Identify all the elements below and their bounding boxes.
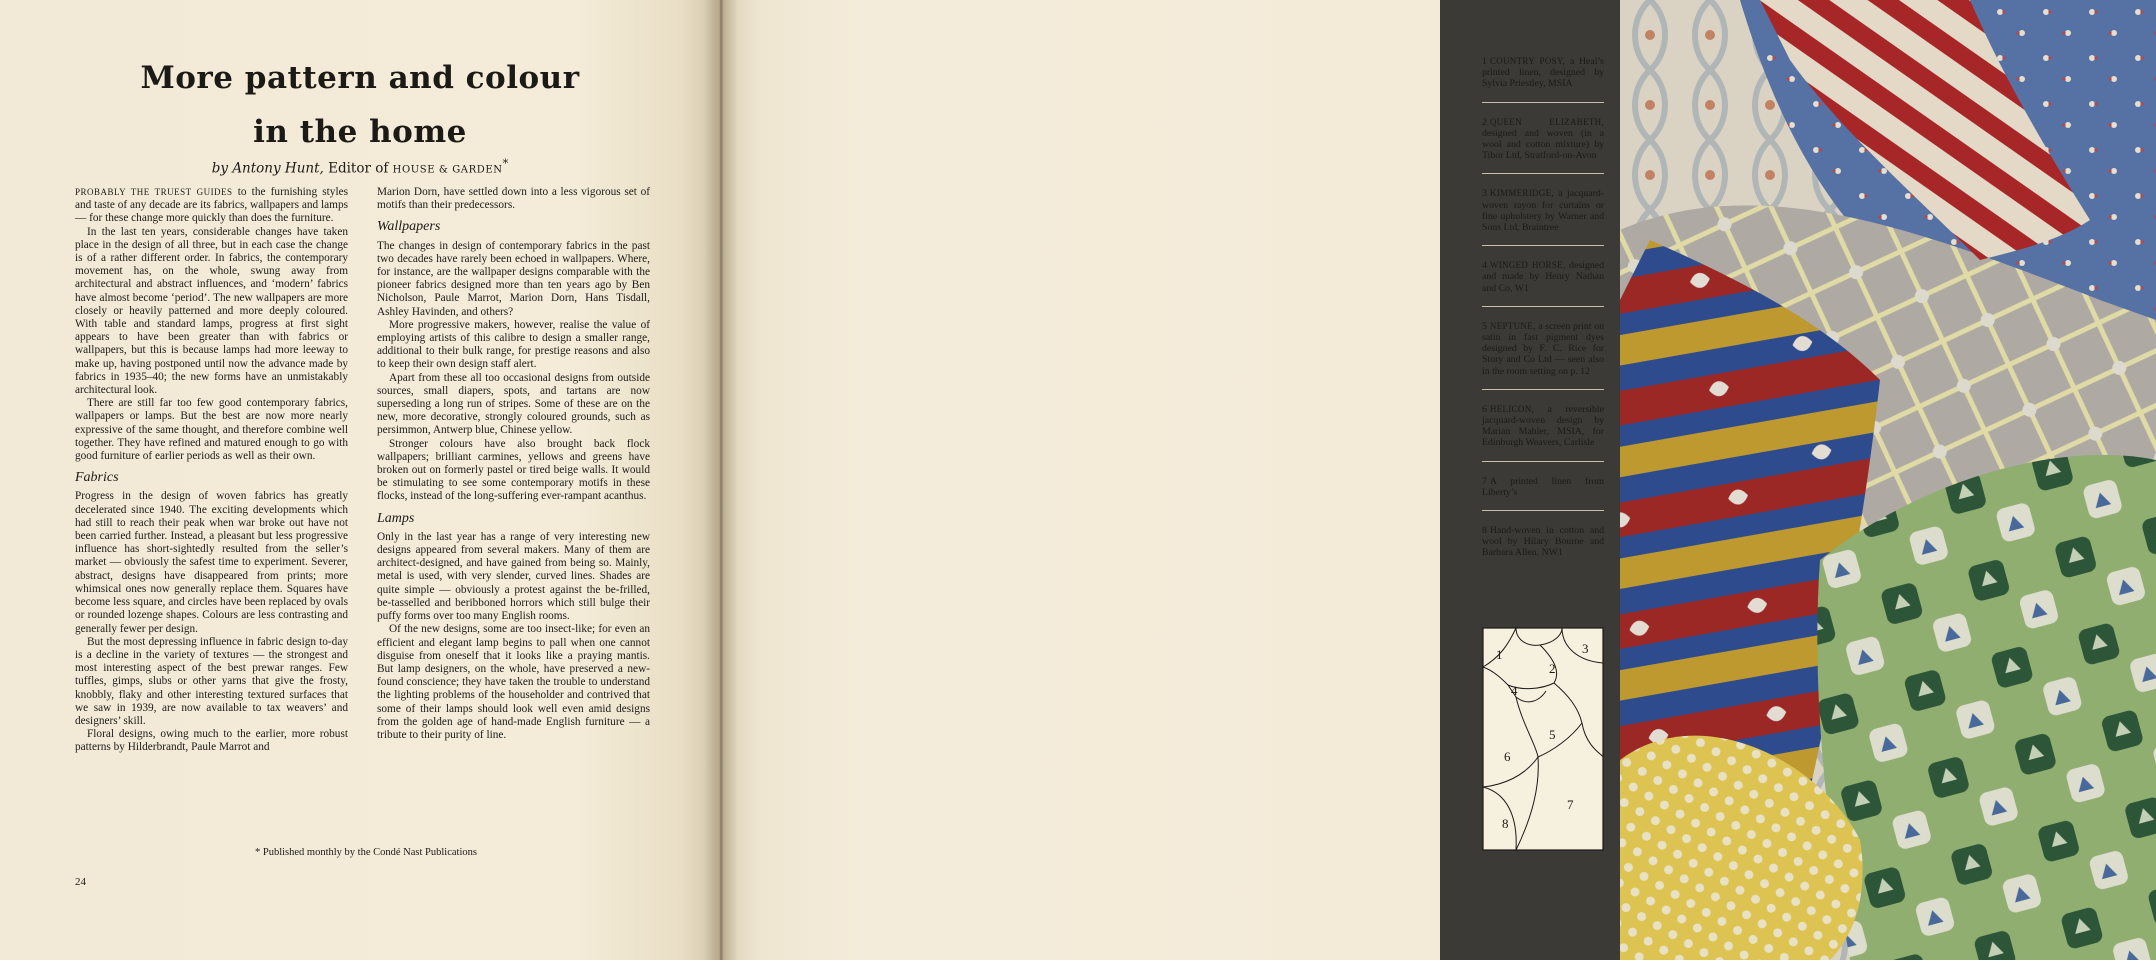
paragraph: There are still far too few good contemporary fabrics, wallpapers or lamps. But the best are now more nearly expressive of the same thought, and therefore combine well together. They have refined and matured enough to go with good furniture of earlier periods as well as their own. — [75, 397, 348, 463]
caption-number: 6 — [1482, 403, 1487, 415]
caption-name: KIMMERIDGE, — [1489, 188, 1554, 199]
section-heading-lamps: Lamps — [377, 510, 415, 526]
caption-number: 7 — [1482, 475, 1487, 487]
key-label-6: 6 — [1504, 749, 1511, 764]
paragraph: Marion Dorn, have settled down into a less vigorous set of motifs than their predecessors. — [377, 186, 650, 212]
footnote: * Published monthly by the Condé Nast Publications — [255, 847, 477, 858]
paragraph: But the most depressing influence in fabric design to-day is a decline in the variety of textures — the strongest and most interesting aspect of the best prewar ranges. Few tuffles, gimps, slubs or other yarns that give the frosty, knobbly, flaky and other interesting textured surfaces that we saw in 1939, are now available to tax weavers’ and designers’ skill. — [75, 635, 348, 727]
key-label-8: 8 — [1502, 816, 1509, 831]
article-column-1 — [75, 186, 348, 755]
key-label-2: 2 — [1549, 661, 1556, 676]
fabric-key-diagram — [1482, 627, 1604, 851]
caption-item — [1482, 117, 1604, 175]
section-heading-wallpapers: Wallpapers — [377, 219, 441, 235]
caption-item — [1482, 188, 1604, 246]
key-label-7: 7 — [1567, 797, 1574, 812]
caption-text: Hand-woven in cotton and wool by Hilary Bourne and Barbara Allen, NW1 — [1482, 525, 1604, 559]
caption-name: COUNTRY POSY, — [1489, 56, 1566, 66]
paragraph: Of the new designs, some are too insect-like; for even an efficient and elegant lamp begins to pall when one cannot disguise from oneself that it looks like a praying mantis. But lamp designers, on the whole, have preserved a new-found conscience; they have taken the trouble to understand the lighting problems of the householder and contrived that some of their lamps should look well even amid designs from the golden age of hand-made English furniture — a tribute to their purity of line. — [377, 623, 650, 741]
caption-text: a reversible jacquard-woven design by Marian Mahler, MSIA, for Edinburgh Weavers, Carlisle — [1482, 403, 1604, 449]
caption-name: NEPTUNE, — [1489, 320, 1536, 331]
left-page — [0, 0, 716, 960]
byline-role: Editor of — [328, 160, 389, 177]
caption-name: HELICON, — [1489, 403, 1535, 414]
article-title-line-2: in the home — [253, 114, 467, 150]
key-label-4: 4 — [1511, 683, 1518, 698]
byline — [160, 157, 560, 177]
caption-name: QUEEN ELIZABETH, — [1489, 116, 1604, 127]
paragraph: Apart from these all too occasional designs from outside sources, small diapers, spots, and tartans are now superseding a long run of stripes. Some of these are on the new, more decorative, strongly coloured grounds, such as persimmon, Antwerp blue, Chinese yellow. — [377, 371, 650, 437]
caption-number: 4 — [1482, 260, 1487, 272]
caption-number: 5 — [1482, 320, 1487, 332]
caption-item — [1482, 56, 1604, 103]
article-column-2 — [377, 186, 650, 742]
byline-footnote-mark: * — [502, 157, 509, 170]
caption-item — [1482, 321, 1604, 390]
caption-number: 2 — [1482, 116, 1487, 128]
section-heading-fabrics: Fabrics — [75, 470, 119, 486]
caption-item — [1482, 525, 1604, 571]
paragraph: Floral designs, owing much to the earlier, more robust patterns by Hilderbrandt, Paule Marrot and — [75, 728, 348, 754]
right-page — [716, 0, 1604, 960]
key-label-1: 1 — [1496, 647, 1503, 662]
key-label-5: 5 — [1549, 727, 1556, 742]
paragraph: In the last ten years, considerable changes have taken place in the design of all three, but in each case the change is of a rather different order. In fabrics, the contemporary movement has, on the whole, swung away from architectural and abstract influences, and ‘modern’ fabrics have almost become ‘period’. The new wallpapers are more closely or heavily patterned and more deeply coloured. With table and standard lamps, progress at first sight appears to have been greater than with fabrics or wallpapers, but this is because lamps had more leeway to make up, having postponed until now the advance made by fabrics in 1935–40; the new forms have an unmistakably architectural look. — [75, 225, 348, 397]
caption-number: 3 — [1482, 188, 1487, 200]
paragraph: Progress in the design of woven fabrics has greatly decelerated since 1940. The exciting developments which had still to reach their peak when war broke out have not been carried further. Instead, a pleasant but less progressive influence has short-sightedly resulted from the seller’s market — obviously the safest time to experiment. Severer, abstract, designs have disappeared from prints; more whimsical ones now generally replace them. Squares have become less square, and circles have been replaced by ovals or rounded lozenge shapes. Colours are less contrasting and generally fewer per design. — [75, 490, 348, 635]
article-title-line-1: More pattern and colour — [140, 60, 580, 96]
caption-item — [1482, 404, 1604, 462]
paragraph-text: to the furnishing styles and taste of any decade are its fabrics, wallpapers and lamps — for these change more quickly than does the furniture. — [75, 186, 348, 225]
paragraph: The changes in design of contemporary fabrics in the past two decades have rarely been echoed in wallpapers. Where, for instance, are the wallpaper designs comparable with the pioneer fabrics designed more than ten years ago by Ben Nicholson, Paule Marrot, Marion Dorn, Hans Tisdall, Ashley Havinden, and others? — [377, 239, 650, 318]
caption-name: WINGED HORSE, — [1489, 260, 1566, 271]
caption-text: a screen print on satin in fast pigment dyes designed by F. C. Rice for Story and Co Ltd — seen also in the room setting on p. 12 — [1482, 320, 1604, 377]
page-number: 24 — [75, 876, 86, 888]
caption-text: designed and woven (in a wool and cotton mixture) by Tibor Ltd, Stratford-on-Avon — [1482, 127, 1604, 162]
paragraph: More progressive makers, however, realise the value of employing artists of this calibre to design a smaller range, additional to their bulk range, for prestige reasons and also to keep their own design staff alert. — [377, 318, 650, 371]
caption-item — [1482, 260, 1604, 307]
caption-item — [1482, 476, 1604, 511]
caption-text: a Heal’s printed linen, designed by Sylvia Priestley, MSIA — [1482, 56, 1604, 90]
caption-list — [1482, 56, 1604, 585]
byline-by: by — [211, 160, 229, 177]
fabric-photograph — [1620, 0, 2156, 960]
byline-author: Antony Hunt, — [232, 160, 324, 177]
paragraph — [75, 186, 348, 226]
caption-text: A printed linen from Liberty’s — [1482, 475, 1604, 498]
key-label-3: 3 — [1582, 641, 1589, 656]
caption-number: 8 — [1482, 525, 1487, 537]
page-gutter — [704, 0, 738, 960]
paragraph: Only in the last year has a range of very interesting new designs appeared from several makers. Many of them are architect-designed, and have gained from being so. Mainly, metal is used, with very slender, curved lines. Shades are quite simple — obviously a protest against the be-frilled, be-tasselled and beribboned horrors which still bulge their puffy forms over too many English rooms. — [377, 530, 650, 623]
byline-publication: HOUSE & GARDEN — [392, 164, 503, 176]
paragraph: Stronger colours have also brought back flock wallpapers; brilliant carmines, yellows and greens have broken out on formerly pastel or tired beige walls. It would be stimulating to see some contemporary motifs in these flocks, instead of the long-suffering ever-rampant acanthus. — [377, 437, 650, 503]
caption-text: a jacquard-woven rayon for curtains or fine upholstery by Warner and Sons Ltd, Braintree — [1482, 188, 1604, 234]
lead-small-caps: PROBABLY THE TRUEST GUIDES — [75, 187, 233, 197]
caption-text: designed and made by Henry Nathan and Co, W1 — [1482, 260, 1604, 294]
caption-number: 1 — [1482, 56, 1487, 67]
